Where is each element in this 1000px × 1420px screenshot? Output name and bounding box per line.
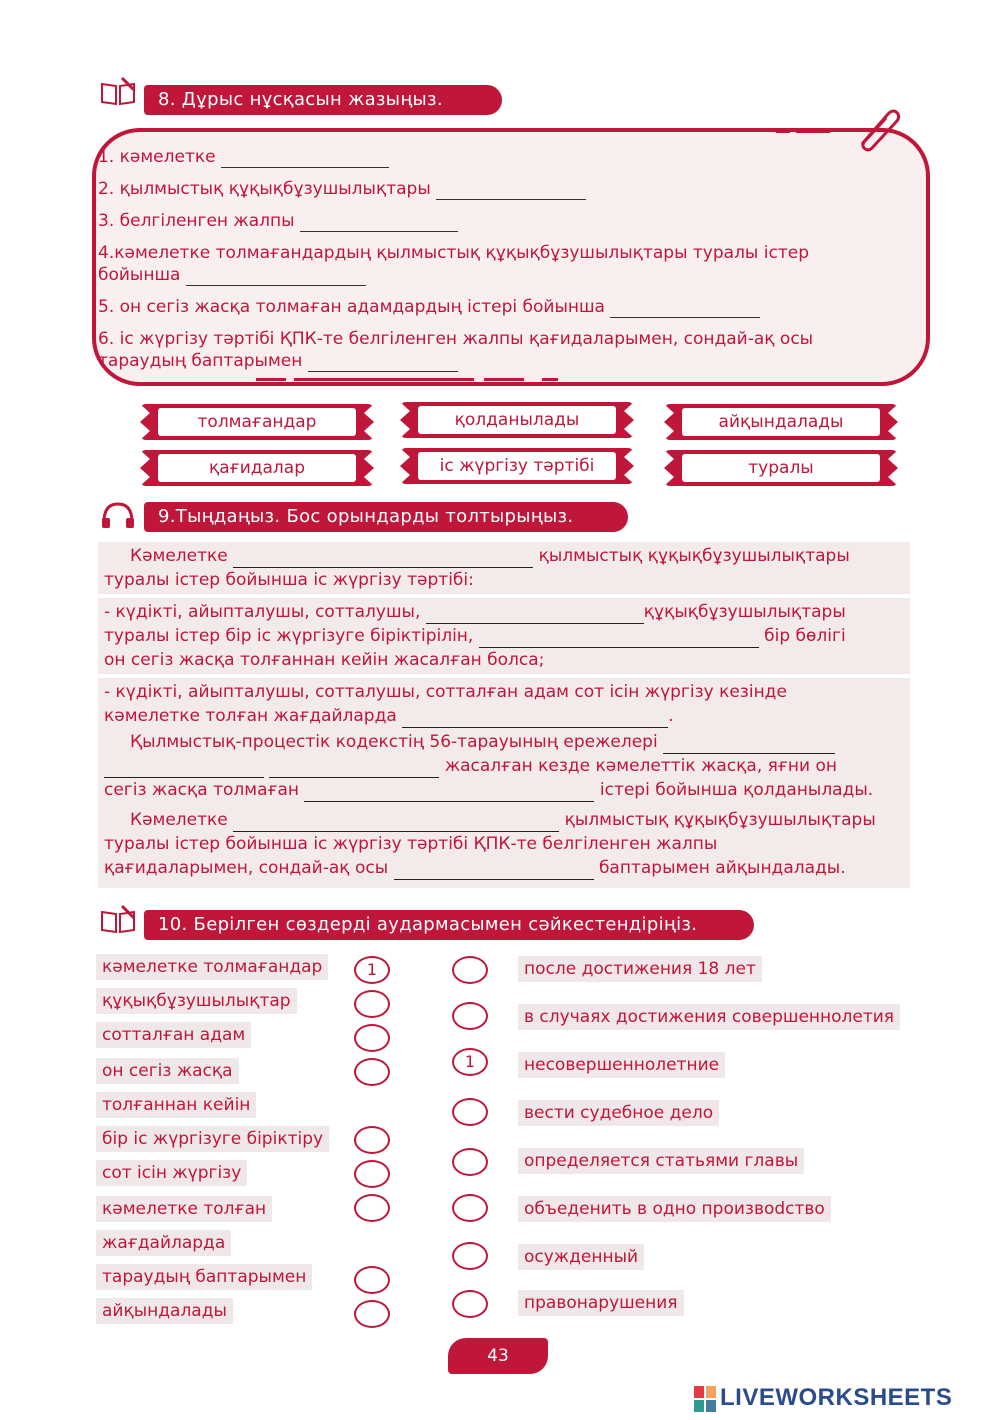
s10-left-label: бір іс жүргізуге біріктіру bbox=[102, 1129, 324, 1149]
s10-left-item bbox=[96, 1126, 329, 1152]
s10-left-item bbox=[96, 1058, 239, 1084]
s9-text: Қылмыстық-процестік кодекстің 56-тарауының ережелері bbox=[130, 732, 658, 752]
s9-paragraph-2 bbox=[98, 598, 910, 674]
s10-left-label: кәмелетке толмағандар bbox=[102, 957, 323, 977]
s10-left-item bbox=[96, 1298, 233, 1324]
dash-decor bbox=[294, 378, 474, 381]
s10-right-circle[interactable] bbox=[452, 956, 488, 984]
q8-item-4-text-cont: бойынша bbox=[98, 265, 181, 285]
s10-right-label: осужденный bbox=[524, 1247, 639, 1267]
dash-decor bbox=[484, 378, 524, 381]
s9-blank[interactable] bbox=[104, 777, 264, 778]
s10-right-circle[interactable] bbox=[452, 1002, 488, 1030]
s10-right-item bbox=[518, 1100, 719, 1126]
s10-circle-mark: 1 bbox=[366, 960, 378, 979]
s10-left-label: айқындалады bbox=[102, 1301, 227, 1321]
s10-right-item bbox=[518, 1244, 644, 1270]
book-pencil-icon bbox=[100, 76, 136, 106]
q8-blank-6[interactable] bbox=[308, 371, 458, 372]
s10-right-item bbox=[518, 1004, 900, 1030]
q8-item-3-text: 3. белгіленген жалпы bbox=[98, 211, 295, 231]
q8-item-1-text: 1. кәмелетке bbox=[98, 147, 216, 167]
s9-text: - күдікті, айыпталушы, сотталушы, сотталған адам сот ісін жүргізу кезінде bbox=[104, 682, 787, 702]
paperclip-icon bbox=[852, 104, 902, 154]
dash-decor bbox=[796, 130, 830, 133]
q8-item-3 bbox=[98, 210, 458, 232]
s10-left-circle[interactable] bbox=[354, 1194, 390, 1222]
s10-left-item bbox=[96, 1160, 247, 1186]
s10-right-label: в случаях достижения совершеннолетия bbox=[524, 1007, 895, 1027]
q8-blank-4[interactable] bbox=[186, 285, 366, 286]
s10-left-item bbox=[96, 1022, 251, 1048]
s10-left-circle[interactable] bbox=[354, 1266, 390, 1294]
s9-text: қағидаларымен, сондай-ақ осы bbox=[104, 858, 389, 878]
s10-circle-mark: 1 bbox=[464, 1052, 476, 1071]
s10-right-item bbox=[518, 956, 762, 982]
s10-left-label: жағдайларда bbox=[102, 1233, 226, 1253]
s10-right-circle[interactable] bbox=[452, 1048, 488, 1076]
q8-item-6 bbox=[98, 328, 906, 350]
s10-right-circle[interactable] bbox=[452, 1242, 488, 1270]
q8-item-6-text: 6. іс жүргізу тәртібі ҚПК-те белгіленген жалпы қағидаларымен, сондай-ақ осы bbox=[98, 329, 814, 349]
q8-item-6-text-cont: тараудың баптарымен bbox=[98, 351, 303, 371]
s10-left-label: он сегіз жасқа bbox=[102, 1061, 233, 1081]
s10-right-circle[interactable] bbox=[452, 1148, 488, 1176]
s9-text: істері бойынша қолданылады. bbox=[599, 780, 874, 800]
word-card-label: айқындалады bbox=[682, 408, 880, 436]
section8-title bbox=[144, 85, 502, 115]
s9-text: туралы істер бір іс жүргізуге біріктірілін, bbox=[104, 626, 474, 646]
q8-item-2 bbox=[98, 178, 586, 200]
q8-blank-3[interactable] bbox=[300, 231, 458, 232]
s10-left-item bbox=[96, 1092, 256, 1118]
s9-text: жасалған кезде кәмелеттік жасқа, яғни он bbox=[444, 756, 837, 776]
word-card[interactable] bbox=[140, 404, 374, 440]
word-card[interactable] bbox=[400, 402, 634, 438]
s10-left-label: толғаннан кейін bbox=[102, 1095, 251, 1115]
s10-left-label: сот ісін жүргізу bbox=[102, 1163, 242, 1183]
s10-right-item bbox=[518, 1052, 725, 1078]
s10-right-item bbox=[518, 1196, 831, 1222]
s10-left-item bbox=[96, 1230, 231, 1256]
s9-text: Кәмелетке bbox=[130, 810, 228, 830]
s10-right-circle[interactable] bbox=[452, 1098, 488, 1126]
s10-left-label: құқықбұзушылықтар bbox=[102, 991, 291, 1011]
s9-text: - күдікті, айыпталушы, сотталушы, bbox=[104, 602, 421, 622]
page-number bbox=[448, 1338, 548, 1374]
word-card-label: іс жүргізу тәртібі bbox=[418, 452, 616, 480]
s10-right-label: вести судебное дело bbox=[524, 1103, 714, 1123]
s10-left-label: сотталған адам bbox=[102, 1025, 246, 1045]
s10-right-circle[interactable] bbox=[452, 1194, 488, 1222]
s10-left-circle[interactable] bbox=[354, 1300, 390, 1328]
s9-blank[interactable] bbox=[663, 753, 835, 754]
s9-text: қылмыстық құқықбұзушылықтары bbox=[538, 546, 850, 566]
s9-blank[interactable] bbox=[233, 567, 533, 568]
s10-right-circle[interactable] bbox=[452, 1290, 488, 1318]
book-pencil-icon bbox=[100, 904, 136, 934]
s9-text: туралы істер бойынша іс жүргізу тәртібі: bbox=[104, 570, 474, 590]
s10-right-item bbox=[518, 1290, 684, 1316]
s9-paragraph-3 bbox=[98, 678, 910, 730]
word-card-label: туралы bbox=[682, 454, 880, 482]
q8-item-4 bbox=[98, 242, 906, 264]
word-card-label: толмағандар bbox=[158, 408, 356, 436]
s10-right-label: объеденить в одно произвоdство bbox=[524, 1199, 825, 1219]
dash-decor bbox=[256, 378, 286, 381]
s10-left-label: кәмелетке толған bbox=[102, 1199, 267, 1219]
s10-right-label: правонарушения bbox=[524, 1293, 678, 1313]
s9-text: туралы істер бойынша іс жүргізу тәртібі ҚПК-те белгіленген жалпы bbox=[104, 834, 718, 854]
s9-text: бір бөлігі bbox=[764, 626, 846, 646]
word-card[interactable] bbox=[140, 450, 374, 486]
q8-item-4-cont bbox=[98, 264, 366, 286]
s10-left-item bbox=[96, 1196, 272, 1222]
headphones-icon bbox=[100, 500, 136, 530]
s9-text: сегіз жасқа толмаған bbox=[104, 780, 300, 800]
section10-title bbox=[144, 910, 754, 940]
q8-item-4-text: 4.кәмелетке толмағандардың қылмыстық құқықбұзушылықтары туралы істер bbox=[98, 243, 809, 263]
s10-left-circle[interactable] bbox=[354, 990, 390, 1018]
s9-paragraph-5 bbox=[98, 806, 910, 888]
s9-blank[interactable] bbox=[304, 801, 594, 802]
section8-title-text: 8. Дұрыс нұсқасын жазыңыз. bbox=[158, 89, 443, 110]
section9-title bbox=[144, 502, 628, 532]
q8-blank-5[interactable] bbox=[610, 317, 760, 318]
s9-blank[interactable] bbox=[269, 777, 439, 778]
s10-left-item bbox=[96, 1264, 312, 1290]
s9-paragraph-1 bbox=[98, 542, 910, 594]
q8-blank-2[interactable] bbox=[436, 199, 586, 200]
s9-paragraph-4 bbox=[98, 728, 910, 808]
liveworksheets-logo-icon bbox=[694, 1386, 716, 1412]
s9-text: Кәмелетке bbox=[130, 546, 228, 566]
word-card[interactable] bbox=[664, 450, 898, 486]
brand-logo-text bbox=[720, 1384, 952, 1412]
s10-left-item bbox=[96, 988, 297, 1014]
s10-left-circle[interactable] bbox=[354, 956, 390, 984]
q8-blank-1[interactable] bbox=[221, 167, 389, 168]
s9-text: құқықбұзушылықтары bbox=[643, 602, 846, 622]
s9-blank[interactable] bbox=[426, 623, 644, 624]
s10-right-label: определяется статьями главы bbox=[524, 1151, 799, 1171]
s10-right-label: несовершеннолетние bbox=[524, 1055, 720, 1075]
s9-text: . bbox=[668, 706, 674, 726]
q8-item-5-text: 5. он сегіз жасқа толмаған адамдардың істері бойынша bbox=[98, 297, 605, 317]
section10-title-text: 10. Берілген сөздерді аудармасымен сәйкестендіріңіз. bbox=[158, 914, 698, 935]
q8-item-2-text: 2. қылмыстық құқықбұзушылықтары bbox=[98, 179, 431, 199]
s9-text: баптарымен айқындалады. bbox=[598, 858, 846, 878]
word-card[interactable] bbox=[664, 404, 898, 440]
word-card-label: қағидалар bbox=[158, 454, 356, 482]
s10-right-label: после достижения 18 лет bbox=[524, 959, 756, 979]
q8-item-1 bbox=[98, 146, 389, 168]
s9-blank[interactable] bbox=[479, 647, 759, 648]
s10-left-label: тараудың баптарымен bbox=[102, 1267, 307, 1287]
page-number-text: 43 bbox=[487, 1346, 509, 1366]
s10-left-circle[interactable] bbox=[354, 1126, 390, 1154]
s9-blank[interactable] bbox=[233, 831, 559, 832]
word-card[interactable] bbox=[400, 448, 634, 484]
s9-text: кәмелетке толған жағдайларда bbox=[104, 706, 397, 726]
word-card-label: қолданылады bbox=[418, 406, 616, 434]
dash-decor bbox=[776, 130, 790, 133]
s10-left-item bbox=[96, 954, 328, 980]
q8-item-6-cont bbox=[98, 350, 458, 372]
section9-title-text: 9.Тыңдаңыз. Бос орындарды толтырыңыз. bbox=[158, 506, 574, 527]
s10-left-circle[interactable] bbox=[354, 1024, 390, 1052]
s10-left-circle[interactable] bbox=[354, 1058, 390, 1086]
s10-left-circle[interactable] bbox=[354, 1160, 390, 1188]
s10-right-item bbox=[518, 1148, 804, 1174]
s9-text: қылмыстық құқықбұзушылықтары bbox=[564, 810, 876, 830]
s9-text: он сегіз жасқа толғаннан кейін жасалған болса; bbox=[104, 650, 545, 670]
q8-item-5 bbox=[98, 296, 760, 318]
dash-decor bbox=[542, 378, 558, 381]
brand-text: LIVEWORKSHEETS bbox=[720, 1384, 953, 1411]
s9-blank[interactable] bbox=[394, 879, 594, 880]
